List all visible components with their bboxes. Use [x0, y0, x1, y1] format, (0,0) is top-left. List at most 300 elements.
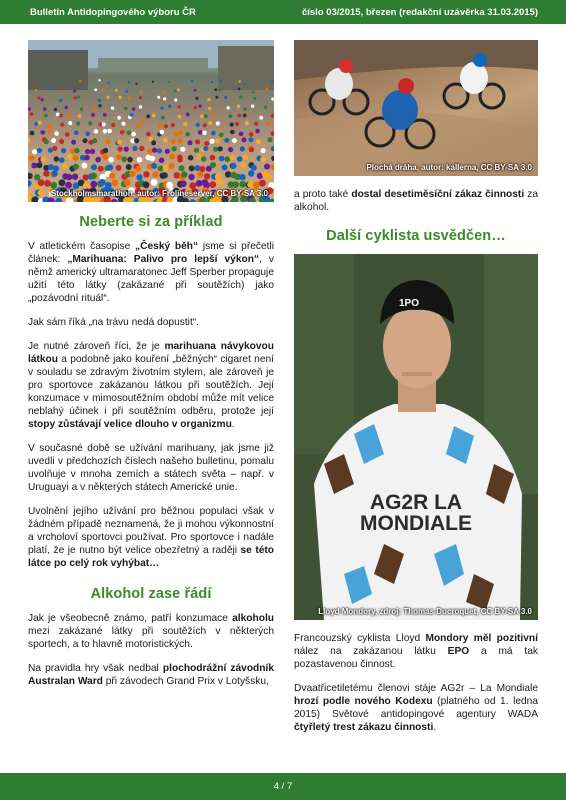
marathon-scene	[28, 40, 274, 202]
runner-figure	[132, 146, 137, 151]
runner-figure	[237, 105, 240, 108]
header-bar	[0, 0, 566, 24]
runner-figure	[59, 99, 62, 102]
marathon-caption: Stockholmsmarathon, autor: Frolineserver, CC BY-SA 3.0	[50, 189, 268, 198]
runner-figure	[56, 113, 60, 117]
jersey-sponsor: AG2R LA MONDIALE	[360, 491, 472, 535]
runner-figure	[62, 163, 68, 169]
runner-figure	[88, 121, 92, 125]
runner-figure	[245, 121, 249, 125]
runner-figure	[160, 130, 165, 135]
runner-figure	[28, 107, 31, 110]
runner-figure	[143, 181, 150, 188]
runner-figure	[163, 97, 166, 100]
runner-figure	[194, 106, 197, 109]
runner-figure	[65, 106, 68, 109]
runner-figure	[177, 157, 183, 163]
runner-figure	[103, 154, 109, 160]
runner-figure	[90, 181, 97, 188]
heading-cyklista: Další cyklista usvědčen…	[326, 228, 506, 244]
runner-figure	[91, 173, 97, 179]
runner-figure	[44, 180, 51, 187]
runner-figure	[225, 156, 231, 162]
runner-figure	[165, 149, 170, 154]
right-column	[294, 40, 538, 745]
runner-figure	[44, 114, 48, 118]
runner-figure	[115, 89, 118, 92]
cyclist-photo	[294, 254, 538, 620]
runner-figure	[171, 139, 176, 144]
runner-figure	[183, 122, 187, 126]
runner-figure	[61, 148, 66, 153]
runner-figure	[83, 174, 89, 180]
runner-figure	[127, 131, 132, 136]
runner-figure	[163, 138, 168, 143]
runner-figure	[215, 138, 220, 143]
runner-figure	[106, 139, 111, 144]
runner-figure	[240, 162, 246, 168]
runner-figure	[259, 116, 263, 120]
runner-figure	[194, 89, 197, 92]
runner-figure	[43, 170, 49, 176]
runner-figure	[185, 132, 190, 137]
runner-figure	[240, 146, 245, 151]
runner-figure	[47, 130, 52, 135]
runner-figure	[219, 156, 225, 162]
runner-figure	[178, 115, 182, 119]
marathon-photo	[28, 40, 274, 202]
runner-figure	[159, 158, 165, 164]
runner-figure	[117, 140, 122, 145]
runner-figure	[163, 91, 166, 94]
svg-text:1PO: 1PO	[399, 298, 420, 309]
heading-neberte: Neberte si za příklad	[79, 214, 223, 230]
runner-figure	[166, 182, 173, 189]
runner-figure	[239, 96, 242, 99]
runner-figure	[109, 173, 115, 179]
runner-figure	[108, 157, 114, 163]
runner-figure	[196, 180, 203, 187]
runner-figure	[210, 155, 216, 161]
runner-figure	[214, 88, 217, 91]
runner-figure	[201, 156, 207, 162]
runner-figure	[207, 98, 210, 101]
paragraph-ward: Na pravidla hry však nedbal plochodrážní závodník Australan Ward při závodech Grand Prix v Lotyšsku,	[28, 663, 275, 687]
runner-figure	[178, 138, 183, 143]
runner-figure	[29, 155, 35, 161]
runner-figure	[191, 80, 193, 82]
runner-figure	[271, 98, 274, 101]
paragraph-trava: Jak sám říká „na trávu nedá dopustit“.	[28, 317, 200, 328]
left-column	[28, 40, 274, 699]
runner-figure	[136, 124, 140, 128]
runner-figure	[139, 105, 142, 108]
runner-figure	[224, 96, 227, 99]
runner-figure	[268, 137, 273, 142]
runner-figure	[203, 146, 208, 151]
runner-figure	[198, 105, 201, 108]
runner-figure	[169, 163, 175, 169]
runner-figure	[35, 89, 38, 92]
runner-figure	[111, 123, 115, 127]
runner-figure	[225, 171, 231, 177]
runner-figure	[81, 163, 87, 169]
runner-figure	[98, 99, 101, 102]
runner-figure	[74, 130, 79, 135]
runner-figure	[157, 96, 160, 99]
runner-figure	[85, 132, 90, 137]
runner-figure	[139, 146, 144, 151]
runner-figure	[139, 96, 142, 99]
paragraph-kodex: Dvaatřicetiletému členovi stáje AG2r – La Mondiale hrozí podle nového Kodexu (platného od 1. ledna 2015) Světové antidopingové agentury WADA čtyřletý trest zákazu činnosti.	[294, 683, 538, 733]
page-number: 4 / 7	[273, 781, 293, 792]
runner-figure	[94, 88, 97, 91]
runner-figure	[211, 131, 216, 136]
runner-figure	[243, 114, 247, 118]
runner-figure	[219, 133, 224, 138]
runner-figure	[243, 155, 249, 161]
runner-figure	[204, 114, 208, 118]
runner-figure	[51, 138, 56, 143]
runner-figure	[174, 132, 179, 137]
runner-figure	[181, 171, 187, 177]
runner-figure	[44, 139, 49, 144]
runner-figure	[59, 139, 64, 144]
runner-figure	[174, 98, 177, 101]
runner-figure	[264, 164, 270, 170]
runner-figure	[264, 105, 267, 108]
runner-figure	[199, 166, 205, 172]
runner-figure	[31, 196, 38, 202]
runner-figure	[40, 130, 45, 135]
runner-figure	[179, 165, 185, 171]
runner-figure	[34, 81, 36, 83]
runner-figure	[224, 138, 229, 143]
runner-figure	[152, 114, 156, 118]
runner-figure	[186, 113, 190, 117]
runner-figure	[92, 138, 97, 143]
paragraph-mondory: Francouzský cyklista Lloyd Mondory měl pozitivní nález na zakázanou látku EPO a má tak pozastavenou činnost.	[294, 633, 538, 670]
runner-figure	[141, 120, 145, 124]
runner-figure	[116, 165, 122, 171]
runner-figure	[74, 148, 79, 153]
runner-figure	[121, 122, 125, 126]
runner-figure	[124, 147, 129, 152]
runner-figure	[30, 112, 34, 116]
runner-figure	[237, 114, 241, 118]
runner-figure	[66, 174, 72, 180]
runner-figure	[121, 157, 127, 163]
runner-figure	[102, 89, 105, 92]
runner-figure	[59, 157, 65, 163]
runner-figure	[220, 80, 222, 82]
runner-figure	[107, 82, 109, 84]
runner-figure	[83, 138, 88, 143]
bulletin-title: Bulletin Antidopingového výboru ČR	[30, 6, 196, 18]
runner-figure	[55, 198, 62, 202]
runner-figure	[256, 139, 261, 144]
runner-figure	[85, 149, 90, 154]
runner-figure	[229, 114, 233, 118]
runner-figure	[194, 148, 199, 153]
runner-figure	[255, 129, 260, 134]
runner-figure	[243, 83, 245, 85]
runner-figure	[254, 122, 258, 126]
runner-figure	[99, 179, 106, 186]
runner-figure	[189, 199, 196, 202]
runner-figure	[239, 132, 244, 137]
paragraph-cesky-beh: V atletickém časopise „Český běh“ jsme si přečetli článek: „Marihuana: Palivo pro lepší výkon“, v němž americký ultramaratonec Jeff Sperber propaguje užití této látky (zakázané při soutěžích) jako „pozávodní rituál“.	[28, 241, 274, 304]
runner-figure	[216, 121, 220, 125]
runner-figure	[164, 124, 168, 128]
runner-figure	[242, 137, 247, 142]
runner-figure	[179, 130, 184, 135]
runner-figure	[249, 147, 254, 152]
runner-figure	[168, 81, 170, 83]
runner-figure	[197, 171, 203, 177]
runner-figure	[253, 181, 260, 188]
runner-figure	[59, 179, 66, 186]
runner-figure	[200, 115, 204, 119]
runner-figure	[195, 139, 200, 144]
runner-figure	[152, 81, 154, 83]
runner-figure	[51, 170, 57, 176]
runner-figure	[232, 181, 239, 188]
runner-figure	[161, 116, 165, 120]
runner-figure	[161, 172, 167, 178]
runner-figure	[124, 107, 127, 110]
runner-figure	[52, 146, 57, 151]
runner-figure	[98, 166, 104, 172]
runner-figure	[208, 107, 211, 110]
paragraph-soucasna-doba: V současné době se užívání marihuany, jak jsme již uvedli v předchozích číslech našeho bulletinu, pomalu uvolňuje v mnoha zemích a státech světa – např. v Uruguayi a v některých státech Americké unie.	[28, 443, 274, 493]
runner-figure	[266, 122, 270, 126]
runner-figure	[152, 171, 158, 177]
runner-figure	[54, 108, 57, 111]
runner-figure	[151, 163, 157, 169]
runner-figure	[78, 114, 82, 118]
runner-figure	[128, 97, 131, 100]
runner-figure	[212, 114, 216, 118]
heading-alkohol: Alkohol zase řádí	[90, 586, 212, 602]
runner-figure	[215, 96, 218, 99]
runner-figure	[106, 96, 109, 99]
runner-figure	[54, 131, 59, 136]
runner-figure	[177, 88, 180, 91]
runner-figure	[253, 97, 256, 100]
paragraph-alkohol: Jak je všeobecně známo, patří konzumace alkoholu mezi zakázané látky při soutěžích v některých sportech, a to hlavně motoristických.	[28, 613, 274, 650]
runner-figure	[146, 132, 151, 137]
runner-figure	[261, 148, 266, 153]
runner-figure	[68, 115, 72, 119]
runner-figure	[136, 174, 142, 180]
runner-figure	[126, 164, 132, 170]
runner-figure	[189, 165, 195, 171]
runner-figure	[204, 141, 209, 146]
runner-figure	[79, 80, 81, 82]
runner-figure	[239, 181, 246, 188]
runner-figure	[28, 180, 32, 187]
runner-figure	[160, 106, 163, 109]
runner-figure	[131, 132, 136, 137]
runner-figure	[54, 156, 60, 162]
runner-figure	[98, 79, 100, 81]
runner-figure	[168, 105, 171, 108]
runner-figure	[48, 164, 54, 170]
issue-info: číslo 03/2015, březen (redakční uzávěrka 31.03.2015)	[301, 6, 538, 18]
runner-figure	[103, 129, 108, 134]
runner-figure	[98, 104, 101, 107]
runner-figure	[28, 190, 32, 197]
runner-figure	[149, 156, 155, 162]
runner-figure	[248, 170, 254, 176]
runner-figure	[231, 163, 237, 169]
runner-figure	[71, 140, 76, 145]
runner-figure	[116, 154, 122, 160]
runner-figure	[215, 174, 221, 180]
runner-figure	[251, 165, 257, 171]
runner-figure	[210, 139, 215, 144]
runner-figure	[135, 166, 141, 172]
speedway-caption: Plochá dráha, autor: kallerna, CC BY-SA 3.0	[366, 163, 532, 172]
runner-figure	[93, 106, 96, 109]
runner-figure	[239, 174, 245, 180]
runner-figure	[120, 130, 125, 135]
runner-figure	[196, 123, 200, 127]
runner-figure	[129, 171, 135, 177]
runner-figure	[271, 146, 274, 151]
runner-figure	[107, 129, 112, 134]
runner-figure	[174, 172, 180, 178]
runner-figure	[265, 88, 268, 91]
runner-figure	[73, 164, 79, 170]
runner-figure	[151, 179, 158, 186]
runner-figure	[271, 156, 274, 162]
runner-figure	[59, 114, 63, 118]
runner-figure	[111, 179, 118, 186]
runner-figure	[174, 90, 177, 93]
runner-figure	[203, 123, 207, 127]
runner-figure	[30, 131, 35, 136]
runner-figure	[117, 116, 121, 120]
runner-figure	[128, 81, 130, 83]
runner-figure	[180, 180, 187, 187]
cyclist-scene	[294, 254, 538, 620]
runner-figure	[68, 121, 72, 125]
runner-figure	[37, 148, 42, 153]
runner-figure	[228, 147, 233, 152]
runner-figure	[147, 149, 152, 154]
runner-figure	[211, 81, 213, 83]
runner-figure	[230, 123, 234, 127]
runner-figure	[239, 80, 241, 82]
runner-figure	[59, 82, 61, 84]
paragraph-navykova: Je nutné zároveň říci, že je marihuana návykovou látkou a podobně jako kouření „běžných“ cigaret není v souladu se zdravým životním stylem, ale zároveň je pro sportovce zakázanou látkou při soutěžích. Její konzumace v mimosoutěžním období může mít velice neblahý účinek i při soutěžním odběru, protože její stopy zůstávají velice dlouho v organizmu.	[28, 341, 275, 430]
runner-figure	[91, 113, 95, 117]
runner-figure	[208, 121, 212, 125]
runner-figure	[222, 165, 228, 171]
runner-figure	[65, 182, 72, 189]
runner-figure	[38, 121, 42, 125]
runner-figure	[210, 162, 216, 168]
runner-figure	[74, 96, 77, 99]
runner-figure	[103, 113, 107, 117]
runner-figure	[103, 148, 108, 153]
runner-figure	[213, 147, 218, 152]
runner-figure	[126, 90, 129, 93]
runner-figure	[80, 108, 83, 111]
runner-figure	[230, 155, 236, 161]
runner-figure	[73, 90, 76, 93]
runner-figure	[195, 97, 198, 100]
runner-figure	[217, 179, 224, 186]
runner-figure	[249, 132, 254, 137]
runner-figure	[252, 91, 255, 94]
cyclist-caption: Lloyd Mondory, zdroj: Thomas Ducroquet, CC BY-SA 3.0	[318, 607, 532, 616]
runner-figure	[270, 164, 274, 170]
runner-figure	[178, 105, 181, 108]
runner-figure	[146, 115, 150, 119]
runner-figure	[72, 174, 78, 180]
runner-figure	[134, 138, 139, 143]
runner-figure	[271, 131, 275, 136]
runner-figure	[137, 157, 143, 163]
runner-figure	[180, 147, 185, 152]
runner-figure	[232, 138, 237, 143]
runner-figure	[102, 122, 106, 126]
runner-figure	[50, 182, 57, 189]
paragraph-zakaz-alkohol: a proto také dostal desetiměsíční zákaz činnosti za alkohol.	[294, 189, 538, 213]
runner-figure	[65, 132, 70, 137]
runner-figure	[151, 140, 156, 145]
runner-figure	[172, 146, 177, 151]
runner-figure	[266, 174, 272, 180]
runner-figure	[111, 199, 118, 202]
runner-figure	[237, 156, 243, 162]
runner-figure	[34, 174, 40, 180]
runner-figure	[157, 148, 162, 153]
runner-figure	[204, 173, 210, 179]
runner-figure	[235, 122, 239, 126]
runner-figure	[227, 106, 230, 109]
runner-figure	[124, 179, 131, 186]
runner-figure	[40, 157, 46, 163]
runner-figure	[271, 81, 273, 83]
runner-figure	[60, 88, 63, 91]
runner-figure	[32, 149, 37, 154]
runner-figure	[73, 155, 79, 161]
runner-figure	[118, 147, 123, 152]
runner-figure	[94, 129, 99, 134]
runner-figure	[169, 154, 175, 160]
runner-figure	[140, 90, 143, 93]
runner-figure	[188, 174, 194, 180]
runner-figure	[188, 140, 193, 145]
runner-figure	[238, 88, 241, 91]
runner-figure	[158, 124, 162, 128]
runner-figure	[46, 81, 48, 83]
runner-figure	[163, 165, 169, 171]
runner-figure	[260, 157, 266, 163]
runner-figure	[84, 155, 90, 161]
runner-figure	[38, 189, 45, 196]
runner-figure	[48, 124, 52, 128]
runner-figure	[49, 88, 52, 91]
runner-figure	[171, 123, 175, 127]
paragraph-uvolneni: Uvolnění jejího užívání pro běžnou populaci však v žádném případě neznamená, že ji mohou výkonnostní a vrcholoví sportovci používat. Pro sportovce i nadále platí, že je nutno být velice obezřetný a raději se této látce po celý rok vyhýbat…	[28, 506, 274, 569]
runner-figure	[37, 97, 40, 100]
speedway-scene	[294, 40, 538, 176]
